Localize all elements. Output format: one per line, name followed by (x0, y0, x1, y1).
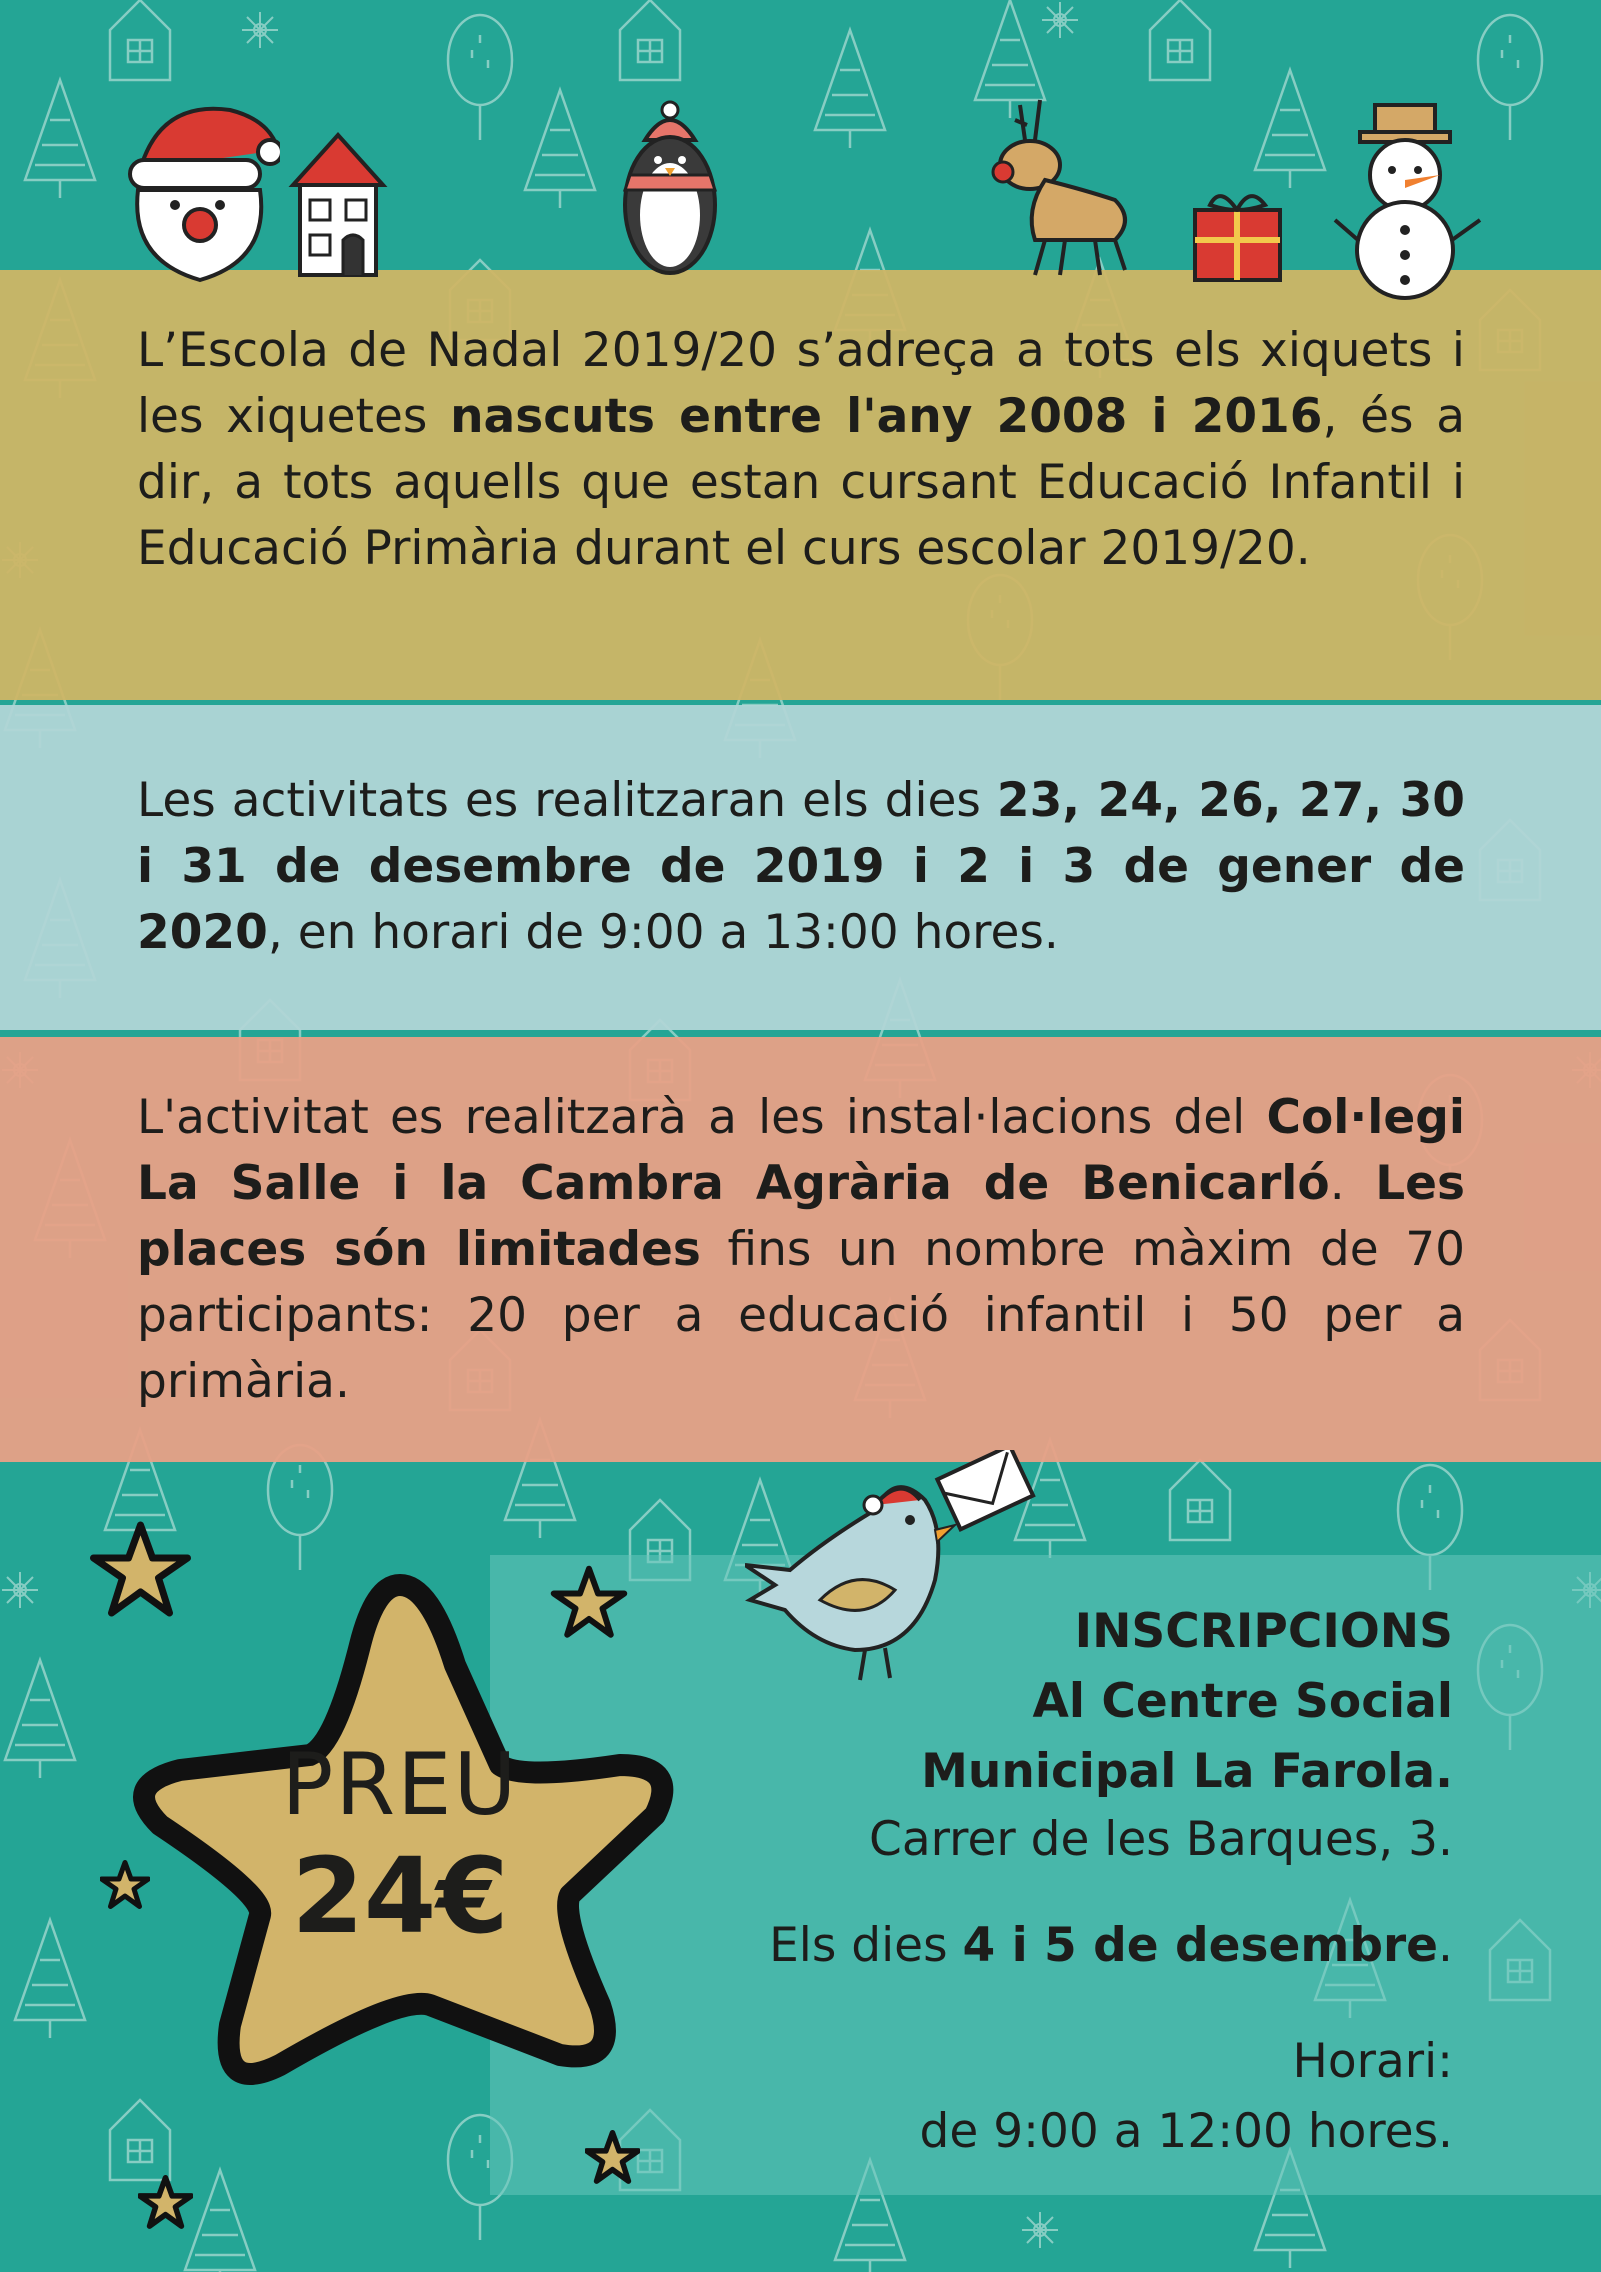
star-icon (550, 1565, 628, 1640)
price-amount: 24€ (291, 1835, 509, 1957)
snowman-icon (1330, 100, 1490, 300)
registration-title-block (693, 1597, 1453, 1807)
intro-text-2: , és a dir, a tots aquells que estan cursant Educació Infantil i Educació Primària durant el curs escolar 2019/20. (137, 389, 1465, 576)
registration-days-prefix: Els dies (769, 1918, 963, 1973)
gift-icon (1190, 180, 1285, 285)
location-bold-limited: Les places són limitades (137, 1156, 1465, 1277)
registration-address: Carrer de les Barques, 3. (869, 1812, 1453, 1867)
dates-text-1: Les activitats es realitzaran els dies (137, 773, 997, 828)
dates-bold: 23, 24, 26, 27, 30 i 31 de desembre de 2019 i 2 i 3 de gener de 2020 (137, 773, 1465, 960)
location-text-3: fins un nombre màxim de 70 participants: 20 per a educació infantil i 50 per a primària. (137, 1222, 1465, 1409)
intro-paragraph (137, 318, 1465, 582)
registration-title: INSCRIPCIONS (1074, 1604, 1453, 1659)
intro-bold-years: nascuts entre l'any 2008 i 2016 (450, 389, 1323, 444)
reindeer-icon (965, 90, 1155, 280)
registration-place-1: Al Centre Social (1032, 1674, 1453, 1729)
location-paragraph (137, 1085, 1465, 1415)
penguin-icon (600, 100, 740, 280)
location-text-2: . (1329, 1156, 1376, 1211)
registration-days-bold: 4 i 5 de desembre (962, 1918, 1439, 1973)
registration-hours-label: Horari: (1292, 2034, 1453, 2089)
location-text-1: L'activitat es realitzarà a les instal·lacions del (137, 1090, 1267, 1145)
star-icon (100, 1860, 150, 1910)
intro-text-1: L’Escola de Nadal 2019/20 s’adreça a tots els xiquets i les xiquetes (137, 323, 1465, 444)
dates-text-2: , en horari de 9:00 a 13:00 hores. (267, 905, 1059, 960)
registration-hours (693, 2027, 1453, 2167)
star-icon (138, 2175, 193, 2230)
dates-paragraph (137, 768, 1465, 966)
price-label: PREU (281, 1735, 519, 1835)
registration-days (693, 1911, 1453, 1981)
registration-hours-value: de 9:00 a 12:00 hores. (919, 2104, 1453, 2159)
registration-days-suffix: . (1438, 1918, 1453, 1973)
star-icon (585, 2130, 640, 2185)
santa-icon (120, 100, 280, 285)
star-icon (88, 1520, 193, 1620)
registration-place-2: Municipal La Farola. (921, 1744, 1453, 1799)
location-bold-venue: Col·legi La Salle i la Cambra Agrària de Benicarló (137, 1090, 1465, 1211)
house-icon (288, 130, 388, 280)
